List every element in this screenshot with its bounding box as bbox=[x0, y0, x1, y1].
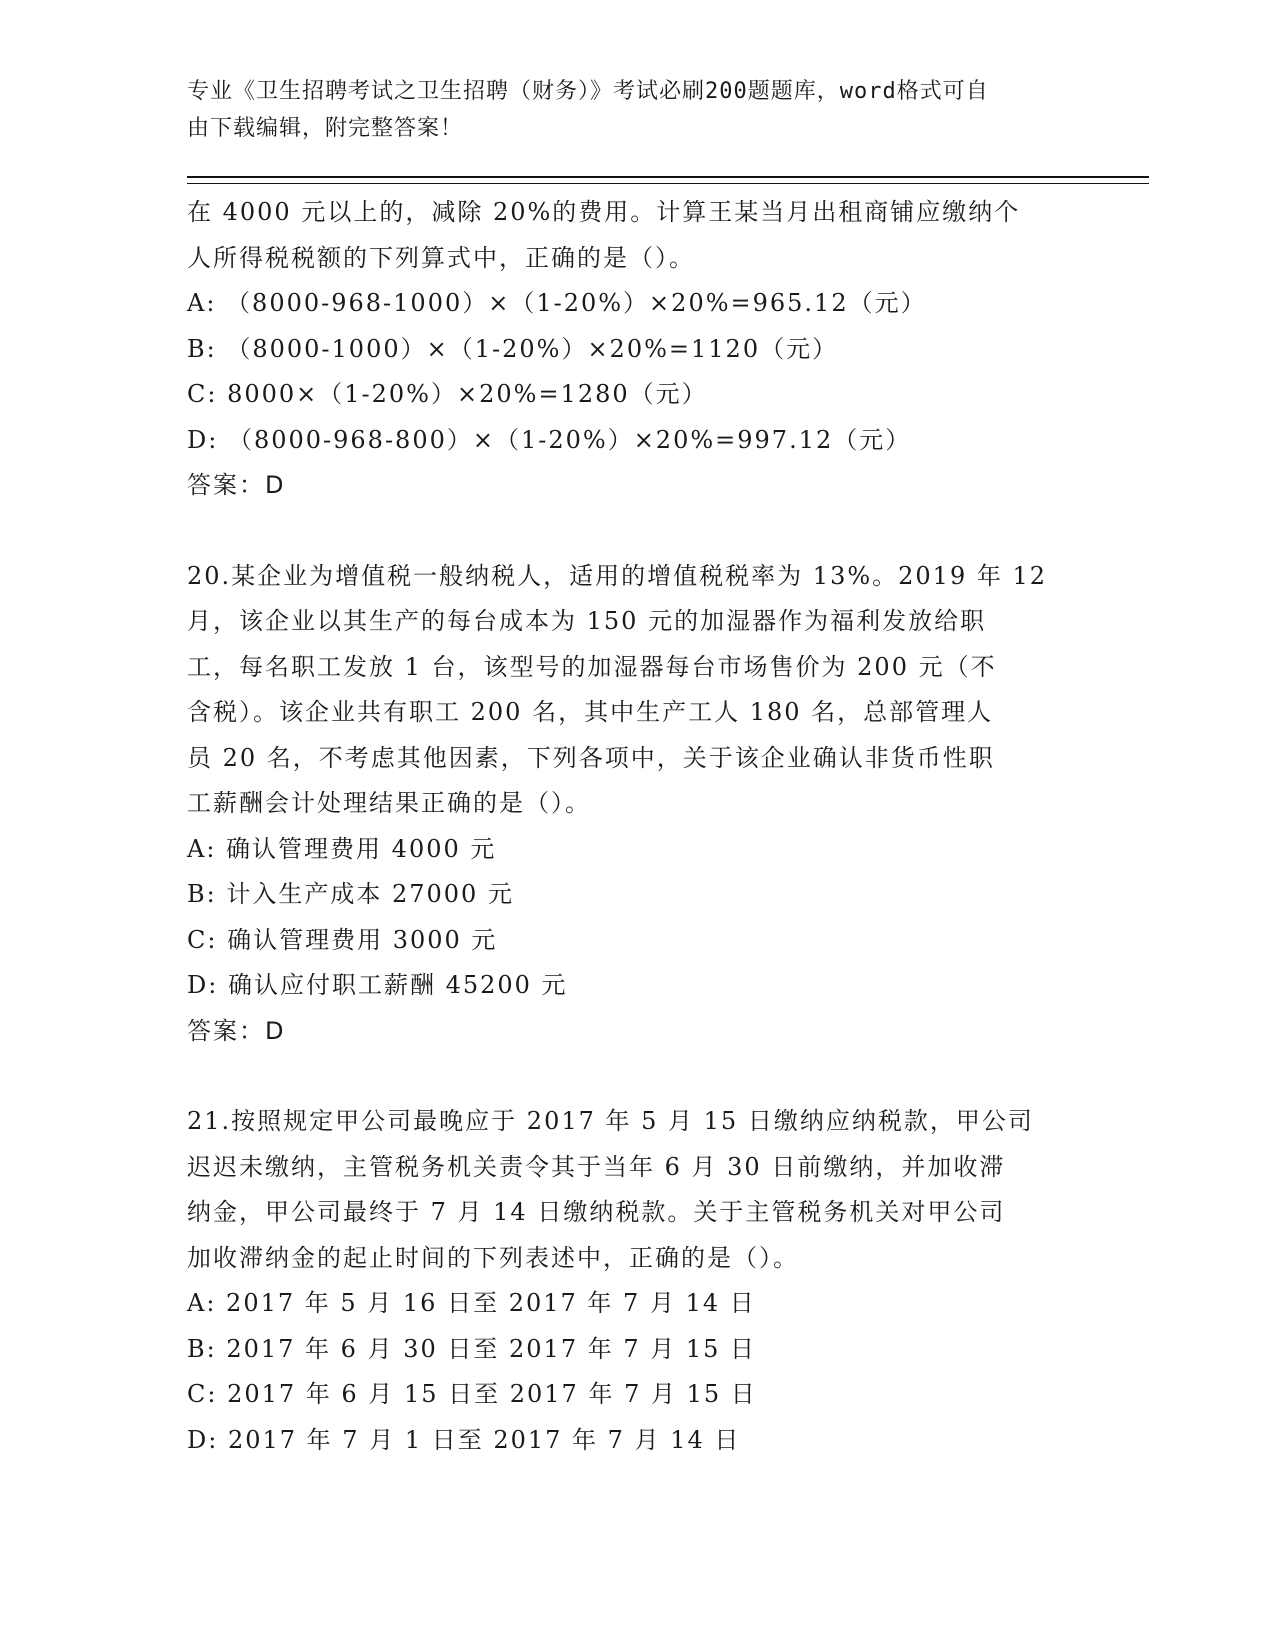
header-divider-thin bbox=[187, 183, 1149, 184]
header-line: 专业《卫生招聘考试之卫生招聘（财务）》考试必刷200题题库，word格式可自 bbox=[187, 79, 989, 104]
option-d: D: 2017 年 7 月 1 日至 2017 年 7 月 14 日 bbox=[187, 1425, 741, 1454]
option-b: B: 计入生产成本 27000 元 bbox=[187, 880, 514, 908]
option-a: A: （8000-968-1000）×（1-20%）×20%=965.12（元） bbox=[187, 289, 927, 317]
header-divider-thick bbox=[187, 176, 1149, 178]
question-text-line: 工，每名职工发放 1 台，该型号的加湿器每台市场售价为 200 元（不 bbox=[187, 652, 997, 681]
option-b: B: （8000-1000）×（1-20%）×20%=1120（元） bbox=[187, 334, 839, 363]
option-b: B: 2017 年 6 月 30 日至 2017 年 7 月 15 日 bbox=[187, 1334, 757, 1363]
answer-label: 答案：D bbox=[187, 1016, 286, 1045]
question-text-line: 月，该企业以其生产的每台成本为 150 元的加湿器作为福利发放给职 bbox=[187, 607, 987, 635]
question-text-line: 含税）。该企业共有职工 200 名，其中生产工人 180 名，总部管理人 bbox=[187, 698, 994, 726]
document-header bbox=[187, 73, 1067, 147]
option-d: D: 确认应付职工薪酬 45200 元 bbox=[187, 971, 568, 999]
question-text-line: 人所得税税额的下列算式中，正确的是（）。 bbox=[187, 243, 695, 272]
question-text-line: 在 4000 元以上的，减除 20%的费用。计算王某当月出租商铺应缴纳个 bbox=[187, 198, 1021, 226]
option-c: C: 确认管理费用 3000 元 bbox=[187, 925, 498, 954]
option-a: A: 2017 年 5 月 16 日至 2017 年 7 月 14 日 bbox=[187, 1289, 756, 1317]
question-21 bbox=[187, 1099, 1077, 1463]
question-19 bbox=[187, 190, 1077, 509]
question-text-line: 20.某企业为增值税一般纳税人，适用的增值税税率为 13%。2019 年 12 bbox=[187, 561, 1048, 590]
question-content bbox=[187, 190, 1077, 1463]
option-d: D: （8000-968-800）×（1-20%）×20%=997.12（元） bbox=[187, 425, 912, 454]
question-text-line: 纳金，甲公司最终于 7 月 14 日缴纳税款。关于主管税务机关对甲公司 bbox=[187, 1198, 1006, 1226]
spacer bbox=[187, 1054, 1077, 1099]
answer-label: 答案：D bbox=[187, 471, 286, 499]
question-20 bbox=[187, 554, 1077, 1055]
option-a: A: 确认管理费用 4000 元 bbox=[187, 834, 497, 863]
question-text-line: 员 20 名，不考虑其他因素，下列各项中，关于该企业确认非货币性职 bbox=[187, 743, 995, 772]
header-line: 由下载编辑，附完整答案！ bbox=[187, 116, 464, 141]
question-text-line: 迟迟未缴纳，主管税务机关责令其于当年 6 月 30 日前缴纳，并加收滞 bbox=[187, 1152, 1006, 1181]
option-c: C: 2017 年 6 月 15 日至 2017 年 7 月 15 日 bbox=[187, 1380, 757, 1408]
question-text-line: 工薪酬会计处理结果正确的是（）。 bbox=[187, 789, 591, 817]
question-text-line: 21.按照规定甲公司最晚应于 2017 年 5 月 15 日缴纳应纳税款，甲公司 bbox=[187, 1107, 1034, 1135]
question-text-line: 加收滞纳金的起止时间的下列表述中，正确的是（）。 bbox=[187, 1243, 799, 1272]
spacer bbox=[187, 509, 1077, 554]
option-c: C: 8000×（1-20%）×20%=1280（元） bbox=[187, 380, 708, 408]
